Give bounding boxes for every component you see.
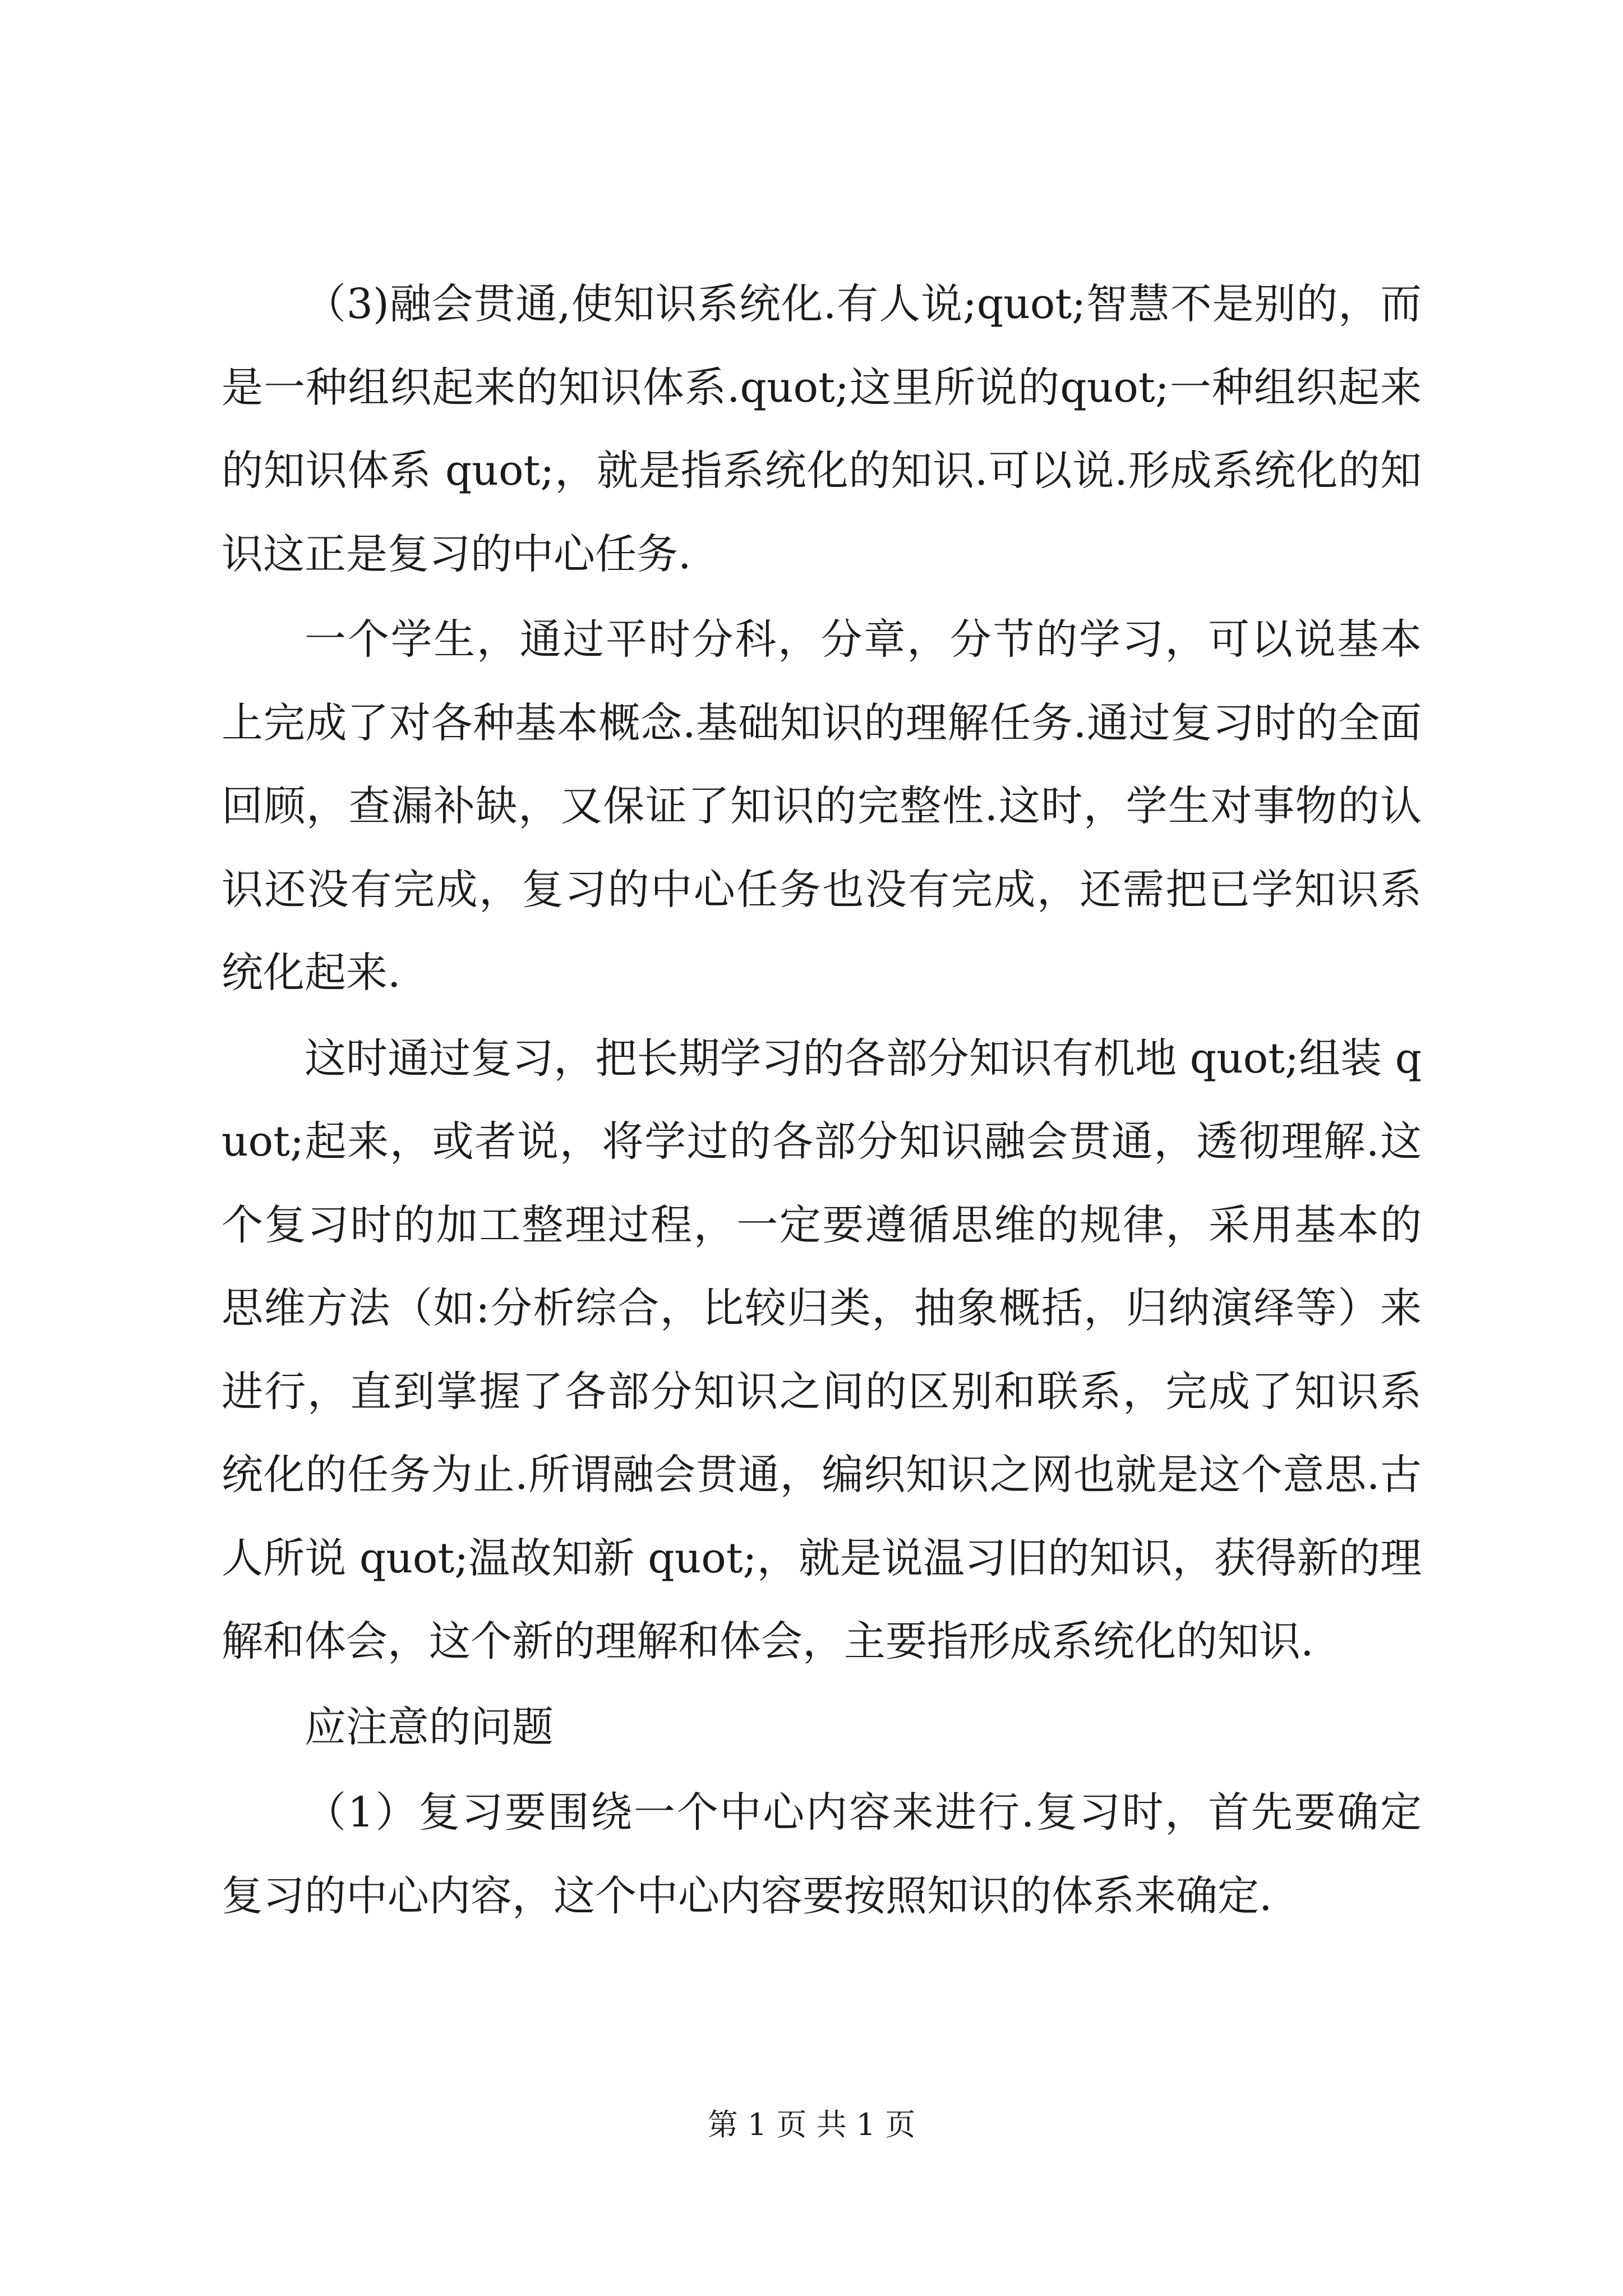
paragraph: （1）复习要围绕一个中心内容来进行.复习时，首先要确定复习的中心内容，这个中心内容要按照知识的体系来确定. xyxy=(222,1788,1422,1920)
document-body xyxy=(222,263,1422,1938)
paragraph: 这时通过复习，把长期学习的各部分知识有机地 quot;组装 quot;起来，或者说，将学过的各部分知识融会贯通，透彻理解.这个复习时的加工整理过程，一定要遵循思维的规律，采用基本的思维方法（如:分析综合，比较归类，抽象概括，归纳演绎等）来进行，直到掌握了各部分知识之间的区别和联系，完成了知识系统化的任务为止.所谓融会贯通，编织知识之网也就是这个意思.古人所说 quot;温故知新 quot;，就是说温习旧的知识，获得新的理解和体会，这个新的理解和体会，主要指形成系统化的知识. xyxy=(222,1034,1422,1665)
page-footer: 第 1 页 共 1 页 xyxy=(707,2107,916,2142)
paragraph: （3)融会贯通,使知识系统化.有人说;quot;智慧不是别的，而是一种组织起来的知识体系.quot;这里所说的quot;一种组织起来的知识体系 quot;，就是指系统化的知识.可以说.形成系统化的知识这正是复习的中心任务. xyxy=(222,280,1422,578)
section-heading: 应注意的问题 xyxy=(305,1703,554,1751)
paragraph: 一个学生，通过平时分科，分章，分节的学习，可以说基本上完成了对各种基本概念.基础知识的理解任务.通过复习时的全面回顾，查漏补缺，又保证了知识的完整性.这时，学生对事物的认识还没有完成，复习的中心任务也没有完成，还需把已学知识系统化起来. xyxy=(222,615,1422,997)
